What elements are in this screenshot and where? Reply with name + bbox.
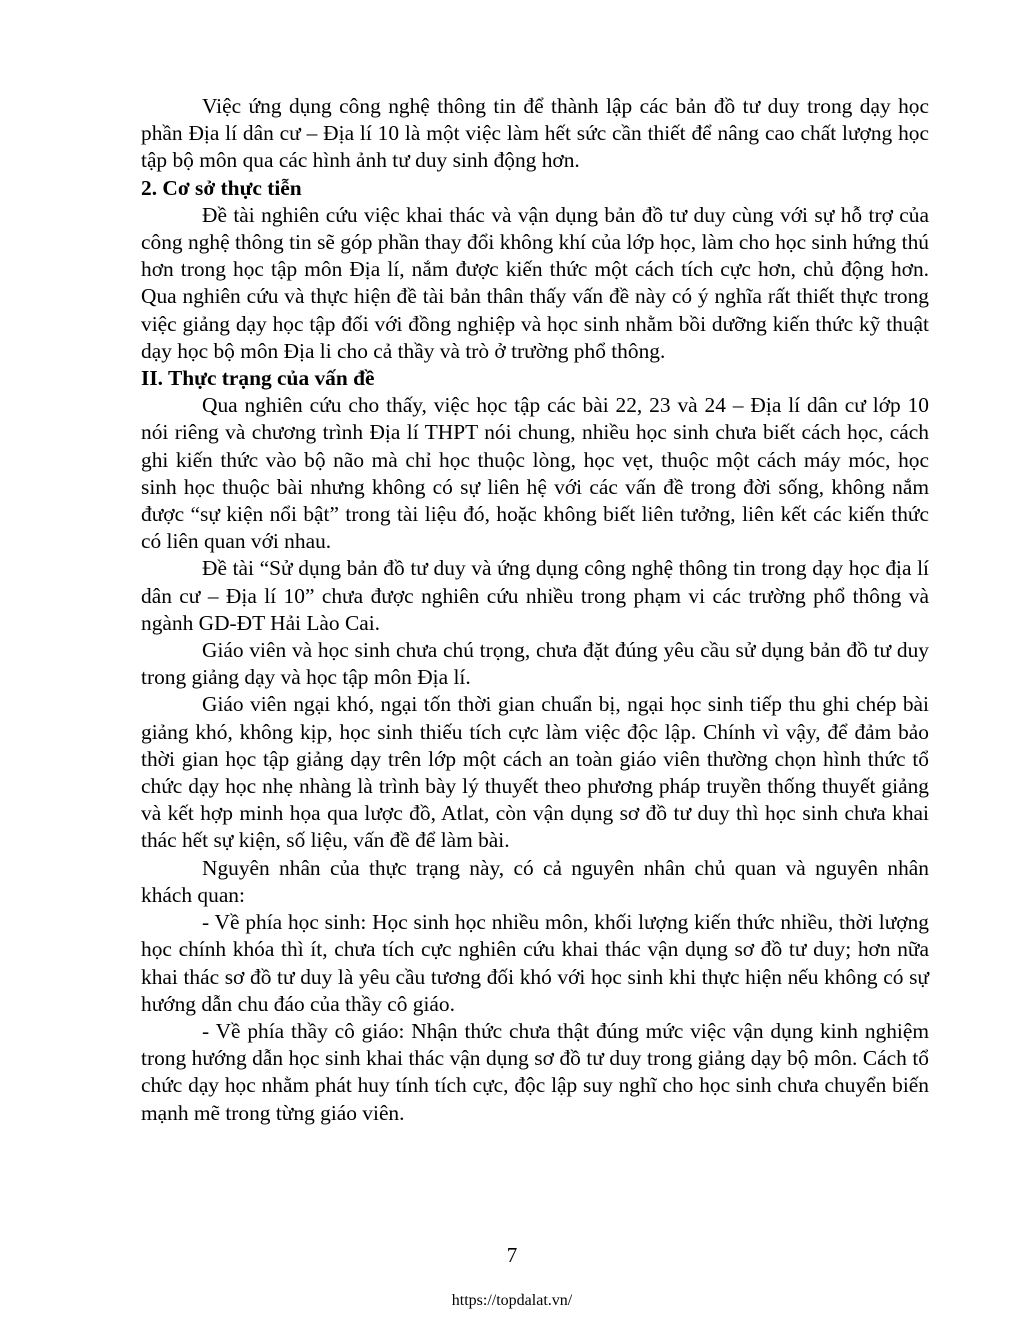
- paragraph: Việc ứng dụng công nghệ thông tin để thành lập các bản đồ tư duy trong dạy học phần Địa lí dân cư – Địa lí 10 là một việc làm hết sức cần thiết để nâng cao chất lượng học tập bộ môn qua các hình ảnh tư duy sinh động hơn.: [141, 94, 929, 173]
- paragraph: - Về phía học sinh: Học sinh học nhiều môn, khối lượng kiến thức nhiều, thời lượng học chính khóa thì ít, chưa tích cực nghiên cứu khai thác vận dụng sơ đồ tư duy; hơn nữa khai thác sơ đồ tư duy là yêu cầu tương đối khó với học sinh khi thực hiện nếu không có sự hướng dẫn chu đáo của thầy cô giáo.: [141, 910, 929, 1016]
- paragraph: Đề tài nghiên cứu việc khai thác và vận dụng bản đồ tư duy cùng với sự hỗ trợ của công nghệ thông tin sẽ góp phần thay đổi không khí của lớp học, làm cho học sinh hứng thú hơn trong học tập môn Địa lí, nắm được kiến thức một cách tích cực hơn, chủ động hơn. Qua nghiên cứu và thực hiện đề tài bản thân thấy vấn đề này có ý nghĩa rất thiết thực trong việc giảng dạy học tập đối với đồng nghiệp và học sinh nhằm bồi dưỡng kiến thức kỹ thuật dạy học bộ môn Địa li cho cả thầy và trò ở trường phổ thông.: [141, 202, 929, 363]
- paragraph: Đề tài “Sử dụng bản đồ tư duy và ứng dụng công nghệ thông tin trong dạy học địa lí dân cư – Địa lí 10” chưa được nghiên cứu nhiều trong phạm vi các trường phổ thông và ngành GD-ĐT Hải Lào Cai.: [141, 556, 929, 635]
- footer-url[interactable]: https://topdalat.vn/: [451, 1292, 573, 1309]
- paragraph: Giáo viên và học sinh chưa chú trọng, chưa đặt đúng yêu cầu sử dụng bản đồ tư duy trong giảng dạy và học tập môn Địa lí.: [141, 638, 929, 690]
- section-heading: II. Thực trạng của vấn đề: [141, 366, 375, 391]
- page-number: 7: [506, 1243, 518, 1267]
- paragraph: - Về phía thầy cô giáo: Nhận thức chưa thật đúng mức việc vận dụng kinh nghiệm trong hướng dẫn học sinh khai thác vận dụng sơ đồ tư duy trong giảng dạy bộ môn. Cách tổ chức dạy học nhằm phát huy tính tích cực, độc lập suy nghĩ cho học sinh chưa chuyển biến mạnh mẽ trong từng giáo viên.: [141, 1018, 929, 1125]
- paragraph: Qua nghiên cứu cho thấy, việc học tập các bài 22, 23 và 24 – Địa lí dân cư lớp 10 nói riêng và chương trình Địa lí THPT nói chung, nhiều học sinh chưa biết cách học, cách ghi kiến thức vào bộ não mà chỉ học thuộc lòng, học vẹt, thuộc một cách máy móc, học sinh học thuộc bài nhưng không có sự liên hệ với các vấn đề trong đời sống, không nắm được “sự kiện nổi bật” trong tài liệu đó, hoặc không biết liên tưởng, liên kết các kiến thức có liên quan với nhau.: [141, 393, 929, 554]
- paragraph: Giáo viên ngại khó, ngại tốn thời gian chuẩn bị, ngại học sinh tiếp thu ghi chép bài giảng khó, không kịp, học sinh thiếu tích cực làm việc độc lập. Chính vì vậy, để đảm bảo thời gian học tập giảng dạy trên lớp một cách an toàn giáo viên thường chọn hình thức tổ chức dạy học nhẹ nhàng là trình bày lý thuyết theo phương pháp truyền thống thuyết giảng và kết hợp minh họa qua lược đồ, Atlat, còn vận dụng sơ đồ tư duy thì học sinh chưa khai thác hết sự kiện, số liệu, vấn đề để làm bài.: [141, 692, 929, 853]
- section-heading: 2. Cơ sở thực tiễn: [141, 175, 302, 200]
- paragraph: Nguyên nhân của thực trạng này, có cả nguyên nhân chủ quan và nguyên nhân khách quan:: [141, 855, 929, 907]
- document-body: [141, 93, 929, 1127]
